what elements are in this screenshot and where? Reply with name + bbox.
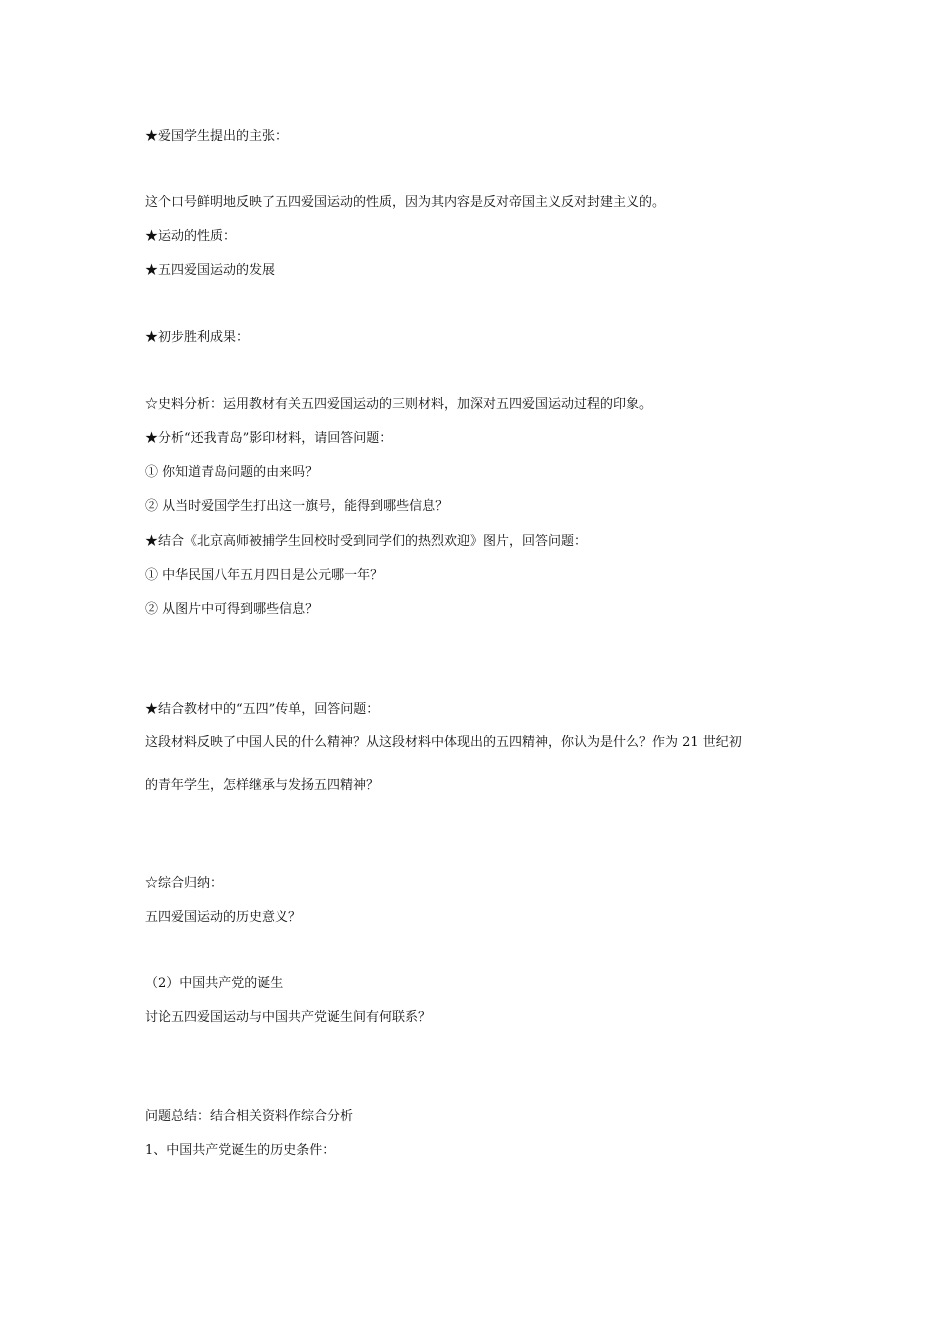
question-spirit-line-1: 这段材料反映了中国人民的什么精神？从这段材料中体现出的五四精神，你认为是什么？作为 21 世纪初	[145, 735, 742, 750]
heading-party-founding: （2）中国共产党的诞生	[145, 976, 284, 991]
heading-source-analysis: ☆史料分析：运用教材有关五四爱国运动的三则材料，加深对五四爱国运动过程的印象。	[145, 397, 653, 412]
question-photo-info: ② 从图片中可得到哪些信息？	[145, 602, 319, 617]
heading-movement-nature: ★运动的性质：	[145, 229, 237, 244]
heading-problem-summary: 问题总结：结合相关资料作综合分析	[145, 1109, 354, 1124]
question-qingdao-origin: ① 你知道青岛问题的由来吗？	[145, 465, 319, 480]
heading-initial-results: ★初步胜利成果：	[145, 330, 250, 345]
item-historical-conditions: 1、中国共产党诞生的历史条件：	[145, 1143, 336, 1158]
heading-qingdao-material: ★分析“还我青岛”影印材料，请回答问题：	[145, 431, 393, 446]
question-year: ① 中华民国八年五月四日是公元哪一年？	[145, 568, 384, 583]
question-significance: 五四爱国运动的历史意义？	[145, 910, 302, 925]
text-slogan-nature: 这个口号鲜明地反映了五四爱国运动的性质，因为其内容是反对帝国主义反对封建主义的。	[145, 195, 666, 210]
heading-student-demands: ★爱国学生提出的主张：	[145, 129, 289, 144]
question-connection: 讨论五四爱国运动与中国共产党诞生间有何联系？	[145, 1010, 432, 1025]
question-slogan-info: ② 从当时爱国学生打出这一旗号，能得到哪些信息？	[145, 499, 449, 514]
heading-movement-development: ★五四爱国运动的发展	[145, 263, 276, 278]
heading-photo-material: ★结合《北京高师被捕学生回校时受到同学们的热烈欢迎》图片，回答问题：	[145, 534, 588, 549]
heading-summary: ☆综合归纳：	[145, 876, 224, 891]
question-spirit-line-2: 的青年学生，怎样继承与发扬五四精神？	[145, 778, 380, 793]
heading-leaflet-material: ★结合教材中的“五四”传单，回答问题：	[145, 702, 380, 717]
